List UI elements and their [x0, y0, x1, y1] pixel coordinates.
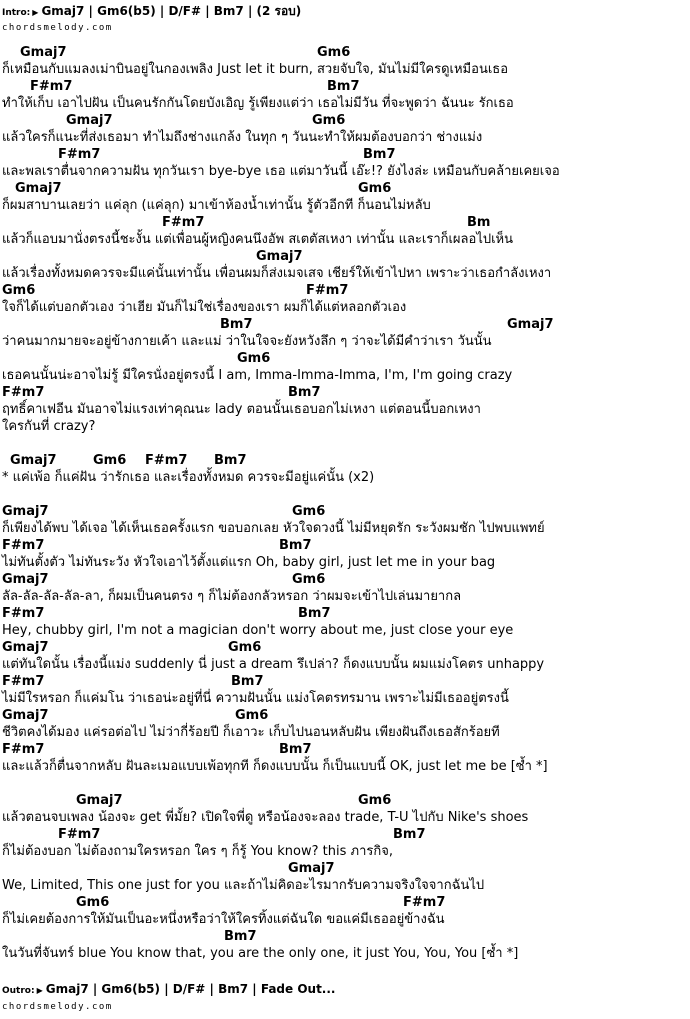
chord-row: [0, 248, 690, 265]
chord-name: Gmaj7: [507, 317, 554, 332]
lyric-line: ว่าคนมากมายจะอยู่ข้างกายเค้า และแม่ ว่าในใจจะยังหวังลึก ๆ ว่าจะได้มีคำว่าเรา วันนั้น: [2, 334, 492, 349]
chord-name: Gmaj7: [2, 572, 49, 587]
chord-name: F#m7: [306, 283, 349, 298]
chord-name: Bm7: [224, 929, 257, 944]
chord-name: Gmaj7: [10, 453, 57, 468]
lyric-line: แล้วเรื่องทั้งหมดควรจะมีแค่นั้นเท่านั้น เพื่อนผมก็ส่งเมจเสจ เชียร์ให้เข้าไปหา เพราะว่าเธอกำลังเหงา: [2, 266, 552, 281]
lyric-line: ไม่มีใรหรอก ก็แค่มโน ว่าเธอน่ะอยู่ที่นี่ ความฝันนั้น แม่งโคตรทรมาน เพราะไม่มีเธออยู่ตรงนี้: [2, 691, 509, 706]
chord-row: [0, 741, 690, 758]
site-watermark: chordsmelody.com: [2, 23, 113, 33]
lyric-line: ฤทธิ์คาเฟอีน มันอาจไม่แรงเท่าคุณนะ lady ตอนนั้นเธอบอกไม่เหงา แต่ตอนนี้บอกเหงา: [2, 402, 481, 417]
chord-name: F#m7: [58, 827, 101, 842]
chord-name: Gmaj7: [20, 45, 67, 60]
chord-name: Bm7: [298, 606, 331, 621]
chord-name: Gm6: [93, 453, 127, 468]
chord-name: F#m7: [2, 385, 45, 400]
outro-progression: Gmaj7 | Gm6(b5) | D/F# | Bm7 | Fade Out...: [45, 982, 336, 996]
chord-name: Bm7: [231, 674, 264, 689]
chord-row: [0, 112, 690, 129]
lyric-line: Hey, chubby girl, I'm not a magician don't worry about me, just close your eye: [2, 623, 514, 638]
chord-row: [0, 928, 690, 945]
lyric-line: ลัล-ลัล-ลัล-ลัล-ลา, ก็ผมเป็นคนตรง ๆ ก็ไม่ต้องกลัวหรอก ว่าผมจะเข้าไปเล่นมายากล: [2, 589, 462, 604]
chord-name: Gmaj7: [2, 640, 49, 655]
chord-name: Gmaj7: [2, 708, 49, 723]
lyric-line: แต่ทันใดนั้น เรื่องนี้แม่ง suddenly นี่ just a dream รึเปล่า? ก็ดงแบบนั้น ผมแม่งโคตร unhappy: [2, 657, 545, 672]
chord-name: Bm7: [279, 538, 312, 553]
chord-name: Bm7: [288, 385, 321, 400]
intro-label: Intro:: [2, 8, 31, 18]
lyric-line: และพลเราตื่นจากความฝัน ทุกวันเรา bye-bye เธอ แต่มาวันนี้ เอ๊ะ!? ยังไงล่ะ เหมือนกับคล้ายเคยเจอ: [2, 164, 560, 179]
chord-row: [0, 180, 690, 197]
chord-name: Gmaj7: [256, 249, 303, 264]
chord-row: [0, 384, 690, 401]
chord-row: [0, 350, 690, 367]
chord-row: [0, 571, 690, 588]
chord-row: [0, 316, 690, 333]
chord-name: F#m7: [162, 215, 205, 230]
chord-name: Gm6: [2, 283, 36, 298]
blank-line: [0, 775, 690, 792]
lyric-line: เธอคนนั้นน่ะอาจไม่รู้ มีใครนั่งอยู่ตรงนี้ I am, Imma-Imma-Imma, I'm, I'm going crazy: [2, 368, 513, 383]
chord-row: [0, 894, 690, 911]
lyric-line: ในวันที่จันทร์ blue You know that, you are the only one, it just You, You, You [ซ้ำ *]: [2, 946, 519, 961]
lyric-line: ก็ไม่ต้องบอก ไม่ต้องถามใครหรอก ใคร ๆ ก็รู้ You know? this ภารกิจ,: [2, 844, 393, 859]
chord-name: Gm6: [292, 504, 326, 519]
chord-name: Gm6: [312, 113, 346, 128]
chord-row: [0, 44, 690, 61]
lyric-line: แล้วใครก็แนะที่ส่งเธอมา ทำไมถึงช่างแกล้ง ในทุก ๆ วันนะทำให้ผมต้องบอกว่า ช่างแม่ง: [2, 130, 483, 145]
chord-row: [0, 673, 690, 690]
chord-name: Gm6: [358, 793, 392, 808]
chord-row: [0, 707, 690, 724]
chord-name: F#m7: [58, 147, 101, 162]
chord-name: Bm7: [327, 79, 360, 94]
chord-row: [0, 503, 690, 520]
chord-row: [0, 860, 690, 877]
lyric-line: ก็เหมือนกับแมลงเม่าบินอยู่ในกองเพลิง Just let it burn, สวยจับใจ, มันไม่มีใครดูเหมือนเธอ: [2, 62, 509, 77]
chord-name: Gmaj7: [76, 793, 123, 808]
chord-name: F#m7: [2, 606, 45, 621]
lyric-line: ไม่ทันตั้งตัว ไม่ทันระวัง หัวใจเอาไว้ตั้งแต่แรก Oh, baby girl, just let me in your bag: [2, 555, 496, 570]
chord-name: Gm6: [228, 640, 262, 655]
chord-row: [0, 452, 690, 469]
chord-name: Gm6: [292, 572, 326, 587]
chord-row: [0, 826, 690, 843]
chord-name: Gmaj7: [2, 504, 49, 519]
lyric-line: ใจก็ได้แต่บอกตัวเอง ว่าเฮีย มันก็ไม่ใช่เรื่องของเรา ผมก็ได้แต่หลอกตัวเอง: [2, 300, 407, 315]
play-triangle-icon: ▶: [36, 986, 43, 995]
lyric-line: แล้วก็แอบมานั่งตรงนี้ชะงั้น แต่เพื่อนผู้หญิงคนนึงอัพ สเตตัสเหงา เท่านั้น และเราก็เผลอไปเห็น: [2, 232, 514, 247]
chord-name: Bm7: [363, 147, 396, 162]
chord-row: [0, 282, 690, 299]
chord-row: [0, 78, 690, 95]
chord-row: [0, 792, 690, 809]
chord-name: Bm7: [279, 742, 312, 757]
chord-name: F#m7: [2, 742, 45, 757]
blank-line: [0, 486, 690, 503]
chord-name: Bm7: [393, 827, 426, 842]
lyric-line: We, Limited, This one just for you และถ้าไม่คิดอะไรมากรับความจริงใจจากฉันไป: [2, 878, 485, 893]
lyric-line: ก็เพียงได้พบ ได้เจอ ได้เห็นเธอครั้งแรก ขอบอกเลย หัวใจดวงนี้ ไม่มีหยุดรัก ระวังผมชัก ไปพบแพทย์: [2, 521, 545, 536]
chord-row: [0, 146, 690, 163]
chord-name: Gmaj7: [15, 181, 62, 196]
lyric-line: ทำให้เก็บ เอาไปฝัน เป็นคนรักกันโดยบังเอิญ รู้เพียงแต่ว่า เธอไม่มีวัน ที่จะพูดว่า ฉันนะ รักเธอ: [2, 96, 514, 111]
chord-name: F#m7: [2, 674, 45, 689]
chord-name: Gm6: [317, 45, 351, 60]
lyric-line: * แค่เพ้อ ก็แค่ฝัน ว่ารักเธอ และเรื่องทั้งหมด ควรจะมีอยู่แค่นั้น (x2): [2, 470, 375, 485]
site-watermark: chordsmelody.com: [2, 1002, 113, 1012]
chord-name: Bm: [467, 215, 491, 230]
play-triangle-icon: ▶: [32, 8, 39, 17]
chord-name: Bm7: [214, 453, 247, 468]
lyric-line: แล้วตอนจบเพลง น้องจะ get พี่มั้ย? เปิดใจพี่ดู หรือน้องจะลอง trade, T-U ไปกับ Nike's shoes: [2, 810, 529, 825]
chord-name: Gm6: [358, 181, 392, 196]
chord-name: Gm6: [235, 708, 269, 723]
chord-name: Gmaj7: [66, 113, 113, 128]
intro-line: [2, 4, 301, 20]
lyric-line: ก็ผมสาบานเลยว่า แค่ลุก (แค่ลุก) มาเข้าห้องน้ำเท่านั้น รู้ตัวอีกที ก็นอนไม่หลับ: [2, 198, 431, 213]
blank-line: [0, 435, 690, 452]
chord-name: Gm6: [237, 351, 271, 366]
chord-name: F#m7: [403, 895, 446, 910]
chord-name: F#m7: [30, 79, 73, 94]
outro-line: [2, 982, 335, 998]
lyric-line: ใครกันที่ crazy?: [2, 419, 96, 434]
chord-name: Gm6: [76, 895, 110, 910]
outro-label: Outro:: [2, 986, 35, 996]
lyric-line: และแล้วก็ตื่นจากหลับ ฝันละเมอแบบเพ้อทุกที ก็ดงแบบนั้น ก็เป็นแบบนี้ OK, just let me be [ซ้ำ *]: [2, 759, 548, 774]
chord-name: F#m7: [145, 453, 188, 468]
intro-progression: Gmaj7 | Gm6(b5) | D/F# | Bm7 | (2 รอบ): [41, 4, 302, 18]
chord-row: [0, 214, 690, 231]
chord-name: F#m7: [2, 538, 45, 553]
chord-sheet: [0, 44, 690, 962]
chord-row: [0, 537, 690, 554]
chord-name: Gmaj7: [288, 861, 335, 876]
lyric-line: ก็ไม่เคยต้องการให้มันเป็นอะหนึ่งหรือว่าให้ใครทิ้งแต่ฉันใด ขอแค่มีเธออยู่ข้างฉัน: [2, 912, 445, 927]
chord-name: Bm7: [220, 317, 253, 332]
chord-row: [0, 605, 690, 622]
lyric-line: ชีวิตคงได้มอง แค่รอต่อไป ไม่ว่ากี่ร้อยปี ก็เอาวะ เก็บไปนอนหลับฝัน เพียงฝันถึงเธอสักร้อยที: [2, 725, 500, 740]
chord-row: [0, 639, 690, 656]
